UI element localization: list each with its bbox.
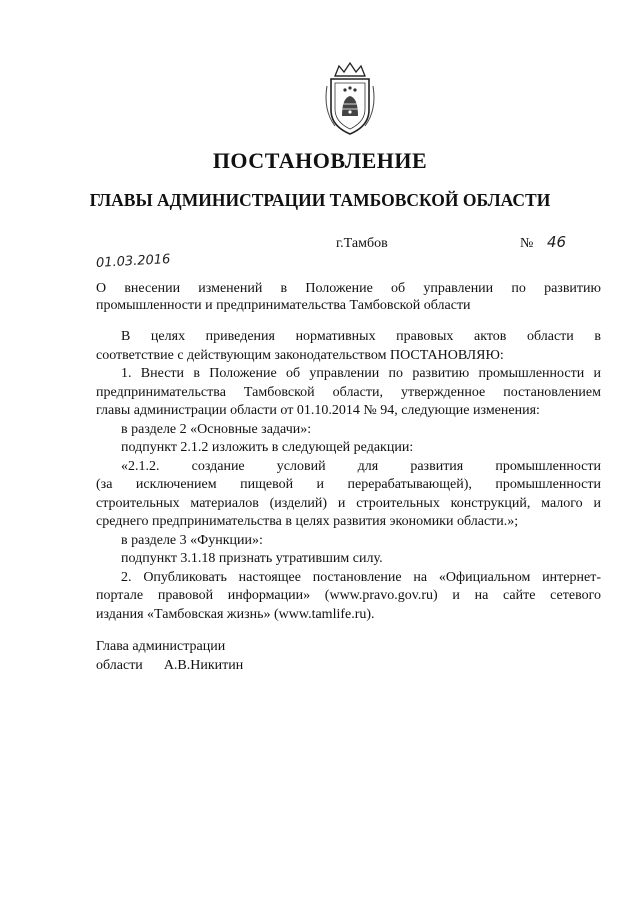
coat-of-arms-icon <box>315 60 385 140</box>
signature-line <box>96 656 243 675</box>
body-line: (за исключением пищевой и перерабатывающей), промышленности <box>96 477 601 492</box>
body-line: подпункт 3.1.18 признать утратившим силу. <box>121 551 383 566</box>
signature-block <box>96 637 243 675</box>
body-line: строительных материалов (изделий) и строительных конструкций, малого и <box>96 495 601 511</box>
body-line: 2. Опубликовать настоящее постановление на «Официальном интернет- <box>121 569 601 585</box>
about-line: промышленности и предпринимательства Тамбовской области <box>96 298 471 313</box>
body-line: портале правовой информации» (www.pravo.gov.ru) и на сайте сетевого <box>96 588 601 603</box>
body-line: среднего предпринимательства в целях развития экономики области.»; <box>96 514 519 529</box>
document-city: г.Тамбов <box>336 236 388 251</box>
body-line: главы администрации области от 01.10.2014 № 94, следующие изменения: <box>96 403 540 418</box>
document-body <box>96 328 601 624</box>
body-line: издания «Тамбовская жизнь» (www.tamlife.ru). <box>96 606 375 622</box>
body-line: в разделе 2 «Основные задачи»: <box>121 421 312 437</box>
number-sign: № <box>520 236 534 251</box>
document-number: 46 <box>547 233 567 251</box>
document-subtitle: ГЛАВЫ АДМИНИСТРАЦИИ ТАМБОВСКОЙ ОБЛАСТИ <box>89 190 551 210</box>
body-line: В целях приведения нормативных правовых актов области в <box>121 329 601 344</box>
body-line: в разделе 3 «Функции»: <box>121 532 263 548</box>
signature-region: области <box>96 658 143 673</box>
about-line: О внесении изменений в Положение об управлении по развитию <box>96 281 601 296</box>
signature-position: Глава администрации <box>96 639 226 654</box>
document-title: ПОСТАНОВЛЕНИЕ <box>212 148 428 173</box>
document-about <box>96 280 601 314</box>
document-date: 01.03.2016 <box>95 252 171 271</box>
body-line: «2.1.2. создание условий для развития промышленности <box>121 458 601 474</box>
body-line: предпринимательства Тамбовской области, утвержденное постановлением <box>96 384 601 400</box>
body-line: соответствие с действующим законодательством ПОСТАНОВЛЯЮ: <box>96 347 504 363</box>
body-line: подпункт 2.1.2 изложить в следующей редакции: <box>121 440 414 455</box>
body-line: 1. Внести в Положение об управлении по развитию промышленности и <box>121 366 601 381</box>
signature-name: А.В.Никитин <box>163 658 244 673</box>
